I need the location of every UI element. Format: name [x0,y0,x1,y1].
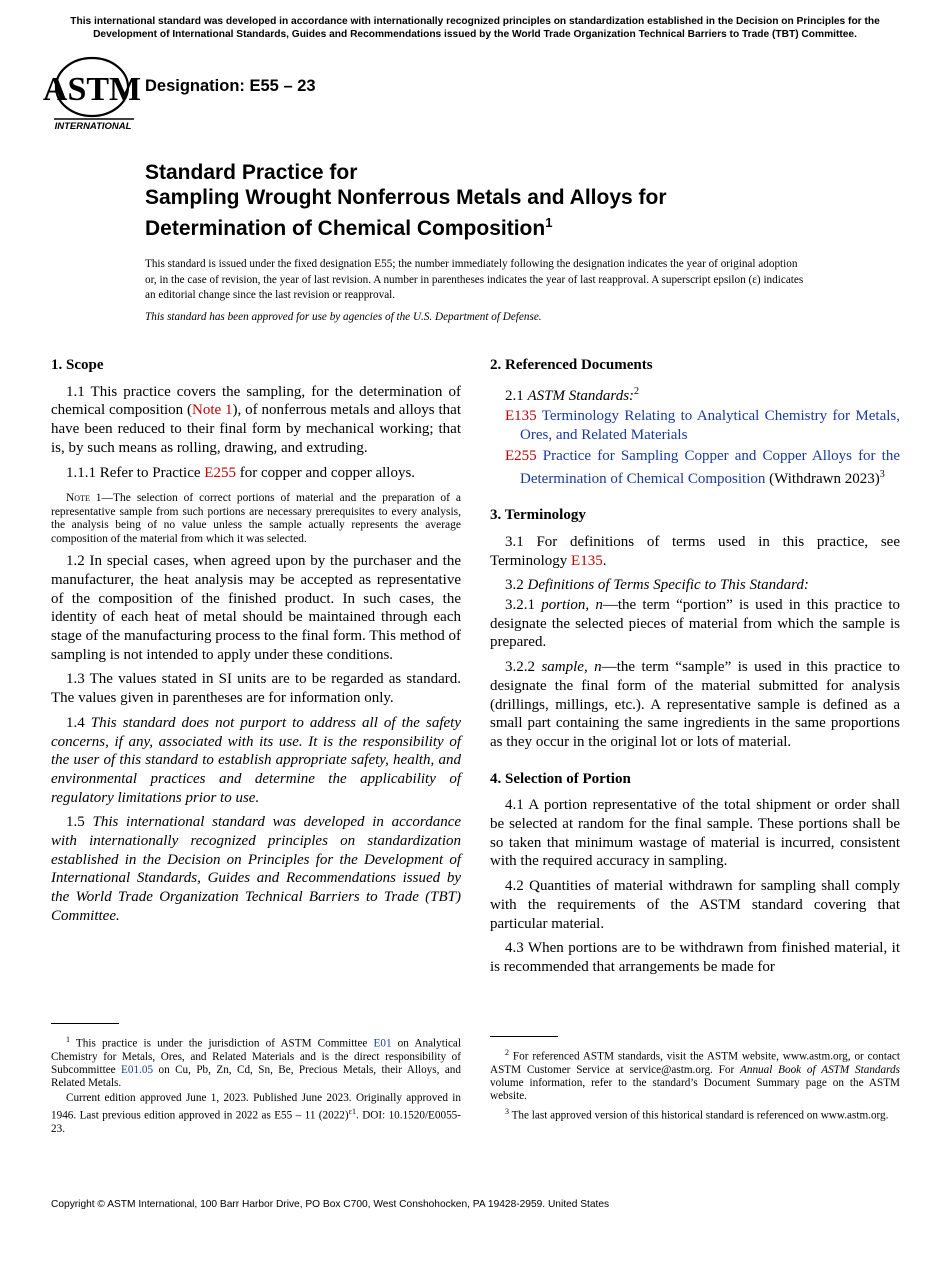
left-column [51,353,461,932]
section-4-heading: 4. Selection of Portion [490,770,631,787]
footnote-rule-left [51,1023,119,1024]
e135-link[interactable]: E135 [571,552,603,569]
para-3-2: 3.2 Definitions of Terms Specific to This Standard: [505,577,809,594]
e255-link[interactable]: E255 [204,464,236,481]
ref-e135[interactable]: E135 Terminology Relating to Analytical Chemistry for Metals, Ores, and Related Materials [505,408,900,444]
para-1-1: 1.1 This practice covers the sampling, for the determination of chemical composition (Note 1), of nonferrous metals and alloys that have been reduced to their final form by mechanical working; that is, by such means as rolling, drawing, and extruding. [51,383,461,456]
title-line-3: Determination of Chemical Composition$^1$ [145,215,553,240]
para-3-1: 3.1 For definitions of terms used in this practice, see Terminology E135. [490,533,900,569]
para-3-2-1: 3.2.1 portion, n—the term “portion” is used in this practice to designate the selected pieces of material from which the sample is prepared. [490,597,900,651]
e01-link[interactable]: E01 [373,1037,392,1050]
section-3-heading: 3. Terminology [490,507,586,524]
para-4-2: 4.2 Quantities of material withdrawn for sampling shall comply with the requirements of the ASTM standard covering that particular material. [490,878,900,932]
astm-logo [42,56,142,132]
logo-subtext: INTERNATIONAL [54,121,132,132]
note-1-link[interactable]: Note 1 [192,402,233,419]
note-1: Note 1—The selection of correct portions of material and the preparation of a representative sample from such portions are necessary prerequisites to every analysis, the analysis being of no value unless the sample actually represents the average composition of the material from which it was selected. [51,492,461,545]
footnote-rule-right [490,1036,558,1037]
para-1-3: 1.3 The values stated in SI units are to be regarded as standard. The values given in parentheses are for information only. [51,671,461,707]
title-line-2: Sampling Wrought Nonferrous Metals and Alloys for [145,186,667,209]
ref-e255[interactable]: E255 Practice for Sampling Copper and Copper Alloys for the Determination of Chemical Composition (Withdrawn 2023)$^3$ [505,447,900,487]
footnote-1: $^1$ This practice is under the jurisdiction of ASTM Committee E01 on Analytical Chemistry for Metals, Ores, and Related Materials and is the direct responsibility of Subcommittee E01.05 on Cu, Pb, Zn, Cd, Sn, Be, Precious Metals, their Alloys, and Related Metals. Current edition approved June 1, 2023. Published June 2023. Originally approved in 1946. Last previous edition approved in 2022 as E55 – 11 $(2022)^{\varepsilon 1}$. DOI: 10.1520/E0055-23. [51,1035,461,1135]
para-2-1: 2.1 ASTM Standards:$^2$ [505,385,640,404]
section-2-heading: 2. Referenced Documents [490,357,653,373]
document-title [145,160,865,241]
dod-approval-statement: This standard has been approved for use by agencies of the U.S. Department of Defense. [145,311,542,323]
para-1-1-1: 1.1.1 Refer to Practice E255 for copper and copper alloys. [66,464,416,481]
para-1-4: 1.4 This standard does not purport to address all of the safety concerns, if any, associated with its use. It is the responsibility of the user of this standard to establish appropriate safety, health, and environmental practices and determine the applicability of regulatory limitations prior to use. [51,714,461,806]
logo-text: ASTM [42,71,142,108]
top-notice: This international standard was developed in accordance with internationally recognized principles on standardization established in the Decision on Principles for the Development of International Standards, Guides and Recommendations issued by the World Trade Organization Technical Barriers to Trade (TBT) Committee. [70,16,880,40]
para-4-3: 4.3 When portions are to be withdrawn from finished material, it is recommended that arrangements be made for [490,940,900,975]
footnote-3: $^3$ The last approved version of this historical standard is referenced on www.astm.org. [505,1106,889,1122]
issue-statement: This standard is issued under the fixed designation E55; the number immediately following the designation indicates the year of original adoption or, in the case of revision, the year of last revision. A number in parentheses indicates the year of last reapproval. A superscript epsilon (ε) indicates an editorial change since the last revision or reapproval. [145,258,804,301]
para-1-5: 1.5 This international standard was developed in accordance with internationally recognized principles on standardization established in the Decision on Principles for the Development of International Standards, Guides and Recommendations issued by the World Trade Organization Technical Barriers to Trade (TBT) Committee. [51,814,462,924]
right-column [490,353,900,983]
copyright-line: Copyright © ASTM International, 100 Barr Harbor Drive, PO Box C700, West Conshohocken, PA 19428-2959. United States [51,1199,610,1210]
section-1-heading: 1. Scope [51,357,104,373]
para-4-1: 4.1 A portion representative of the total shipment or order shall be selected at random for the final sample. These portions shall be so taken that minimum wastage of material is incurred, consistent with the required accuracy in sampling. [490,797,900,870]
designation: Designation: E55 – 23 [145,77,316,95]
footnote-2: $^2$ For referenced ASTM standards, visit the ASTM website, www.astm.org, or contact ASTM Customer Service at service@astm.org. For Annual Book of ASTM Standards volume information, refer to the standard’s Document Summary page on the ASTM website. $^3$ The last approved version of this historical standard is referenced on www.astm.org. [490,1048,900,1122]
para-3-2-2: 3.2.2 sample, n—the term “sample” is used in this practice to designate the final form of the material submitted for analysis (drillings, millings, etc.). A representative sample is defined as a small part containing the same ingredients in the same proportions as they occur in the original lot or lots of material. [490,659,900,750]
para-1-2: 1.2 In special cases, when agreed upon by the purchaser and the manufacturer, the heat analysis may be accepted as representative of the composition of the finished product. In such cases, the identity of each heat of metal should be maintained through each stage of the manufacturing process to the final form. This method of sampling is not intended to apply under these conditions. [51,553,461,663]
title-footnote-mark: 1 [545,215,553,230]
title-line-1: Standard Practice for [145,161,358,184]
e01-05-link[interactable]: E01.05 [121,1064,154,1077]
